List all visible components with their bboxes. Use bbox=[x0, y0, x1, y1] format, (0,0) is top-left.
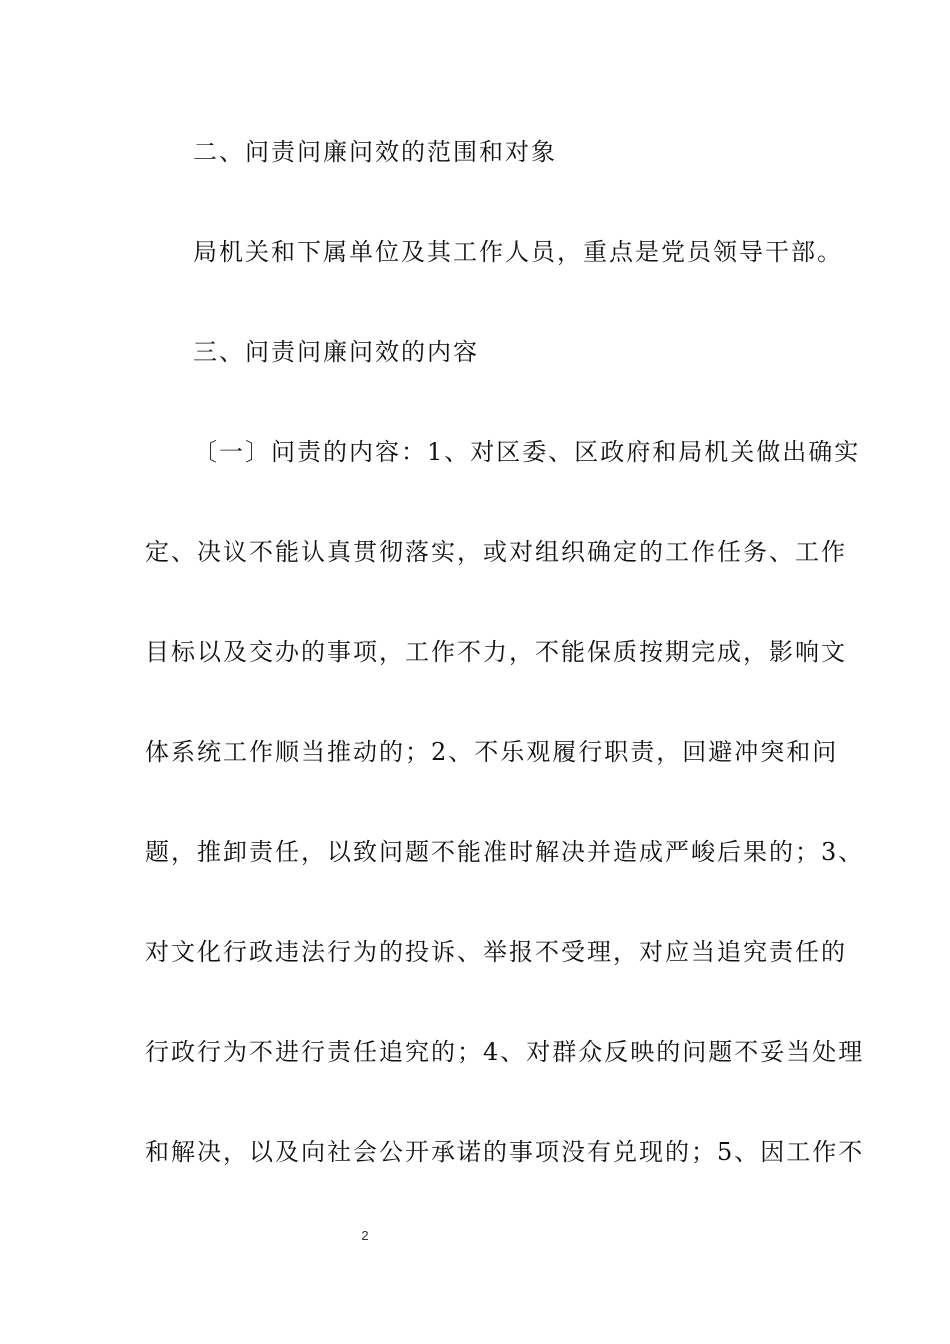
section-heading-scope: 二、问责问廉问效的范围和对象 bbox=[193, 138, 557, 166]
paragraph-line: 行政行为不进行责任追究的；4、对群众反映的问题不妥当处理 bbox=[145, 1038, 865, 1066]
paragraph-line: 题，推卸责任，以致问题不能准时解决并造成严峻后果的；3、 bbox=[145, 838, 865, 866]
paragraph-line: 定、决议不能认真贯彻落实，或对组织确定的工作任务、工作 bbox=[145, 538, 847, 566]
paragraph-line: 对文化行政违法行为的投诉、举报不受理，对应当追究责任的 bbox=[145, 938, 847, 966]
section-heading-content: 三、问责问廉问效的内容 bbox=[193, 338, 479, 366]
page-number: 2 bbox=[361, 1228, 369, 1243]
paragraph-line: 和解决，以及向社会公开承诺的事项没有兑现的；5、因工作不 bbox=[145, 1138, 865, 1166]
paragraph-line: 体系统工作顺当推动的；2、不乐观履行职责，回避冲突和问 bbox=[145, 738, 839, 766]
paragraph-line: 目标以及交办的事项，工作不力，不能保质按期完成，影响文 bbox=[145, 638, 847, 666]
paragraph-line: 〔一〕问责的内容：1、对区委、区政府和局机关做出确实 bbox=[193, 438, 861, 466]
paragraph-scope: 局机关和下属单位及其工作人员，重点是党员领导干部。 bbox=[193, 238, 843, 266]
